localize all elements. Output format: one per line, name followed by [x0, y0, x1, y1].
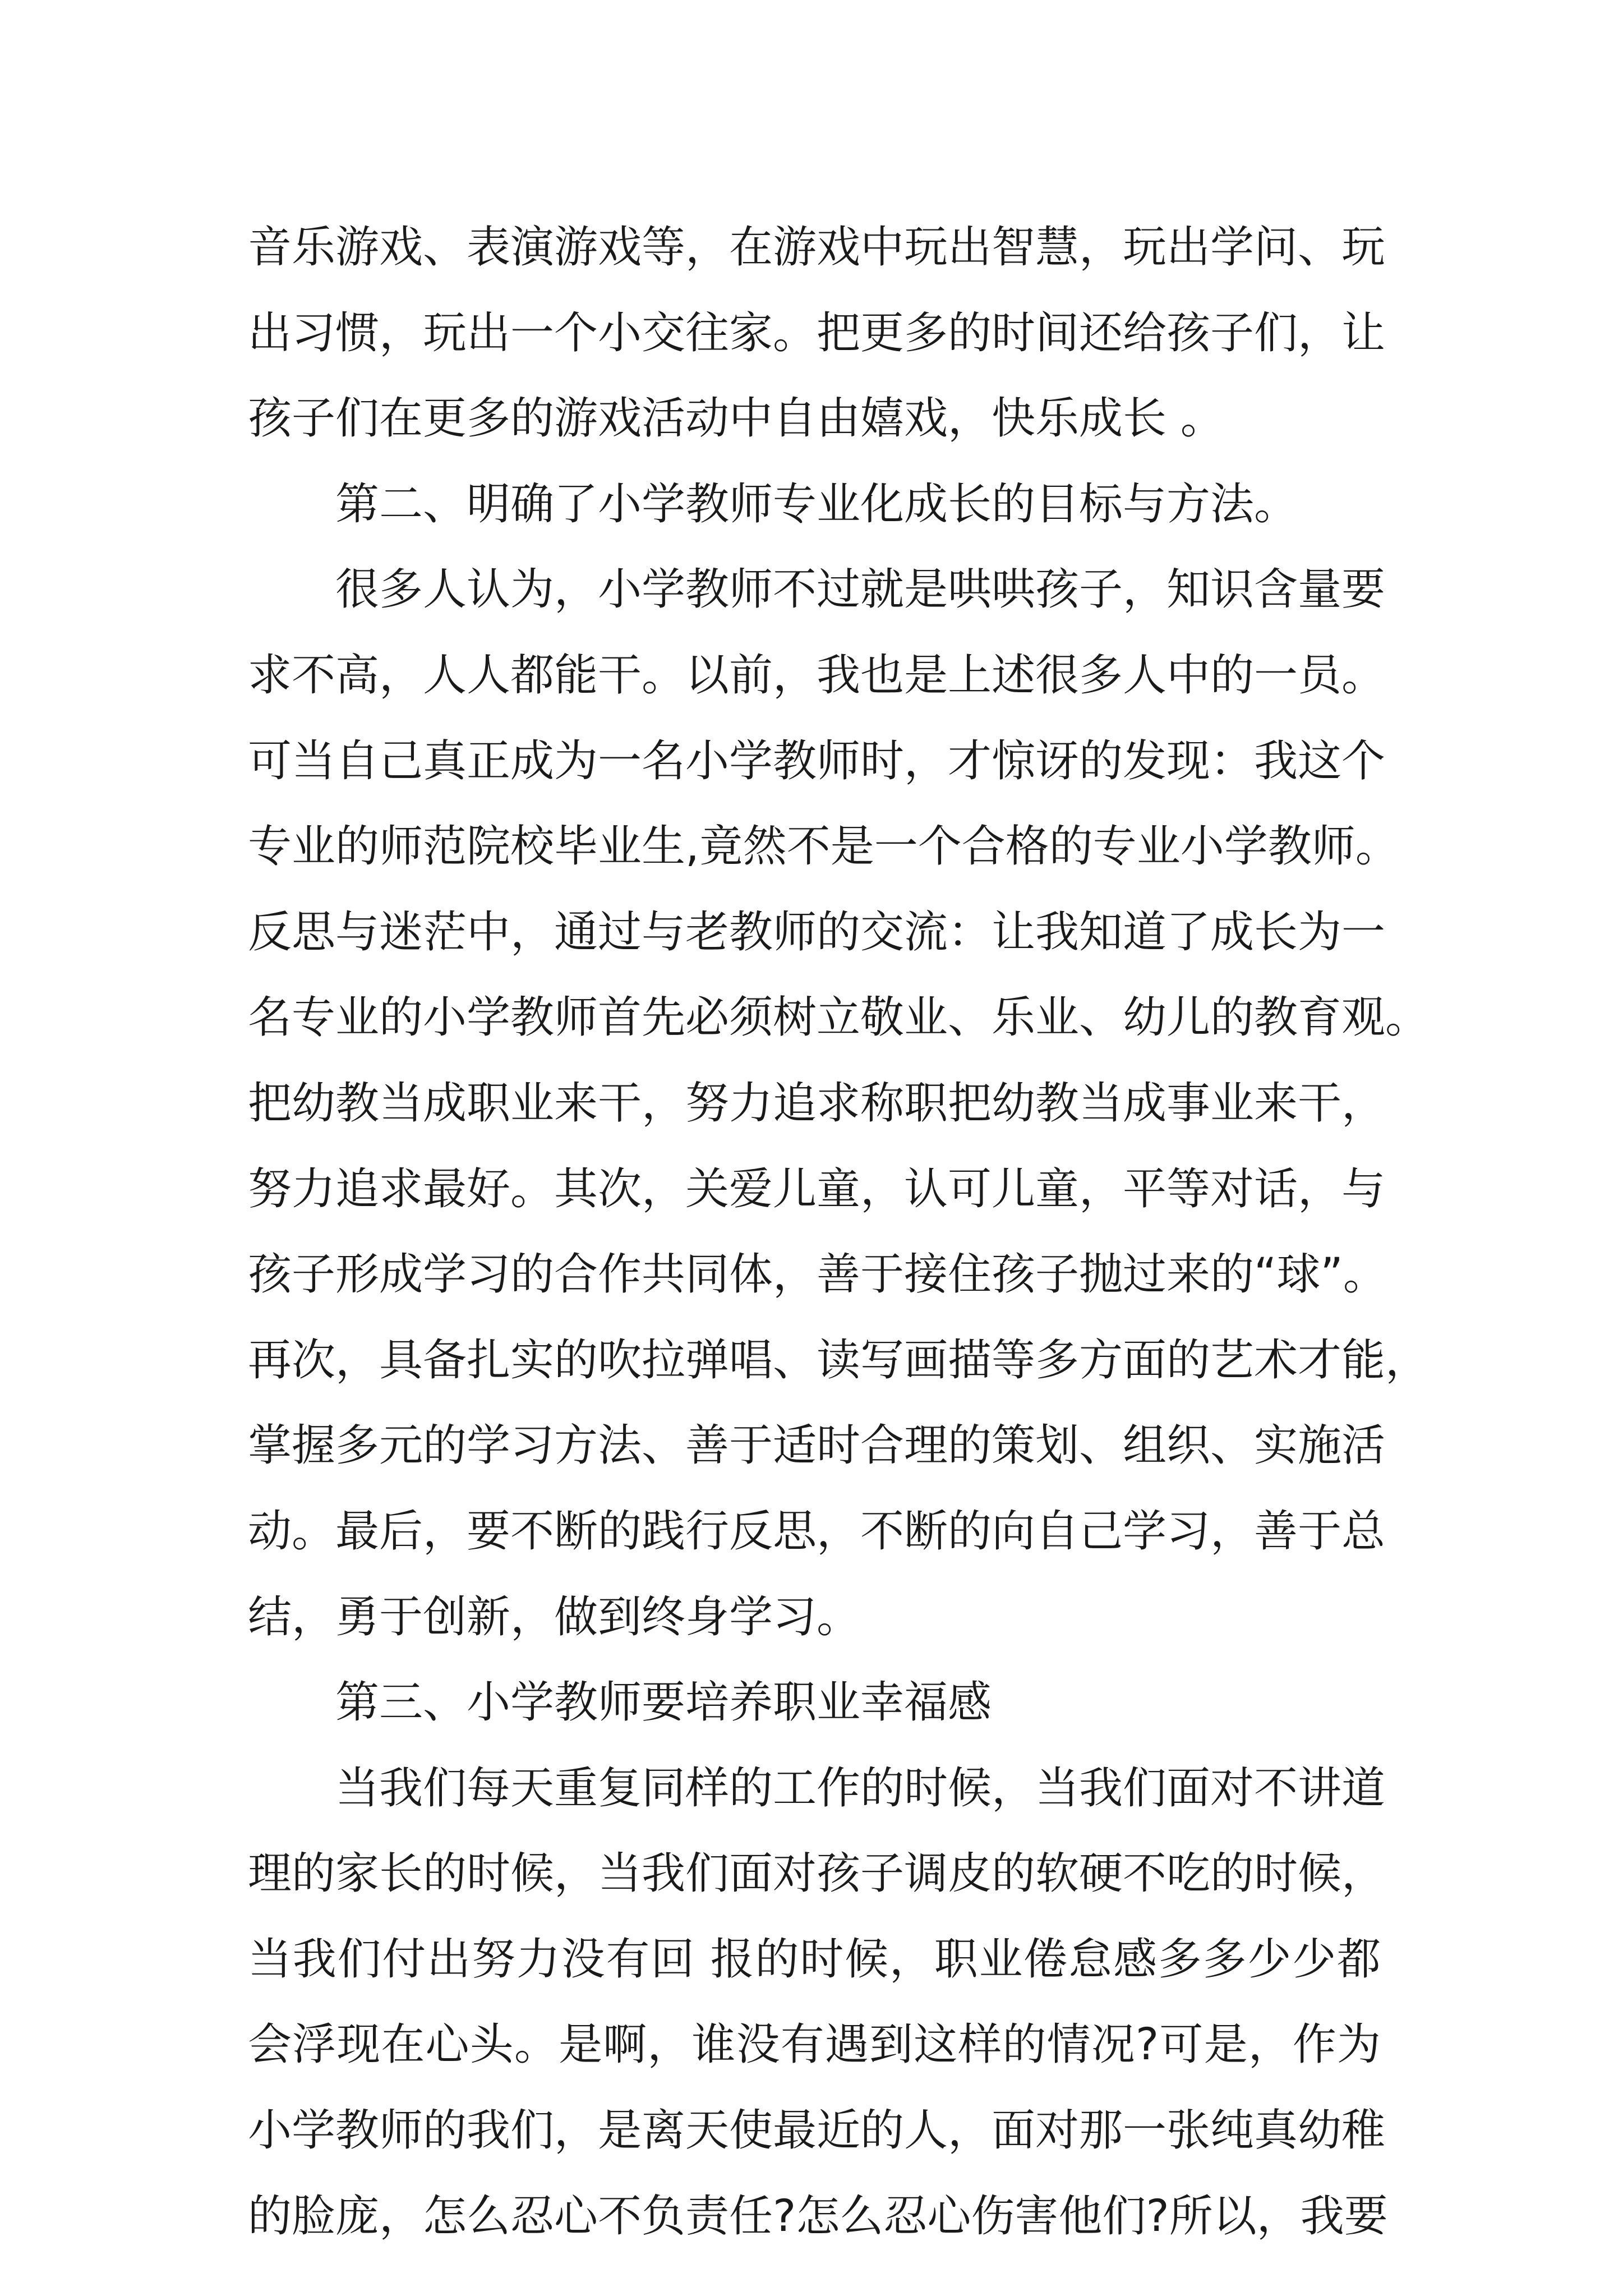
text-line: 掌握多元的学习方法、善于适时合理的策划、组织、实施活 — [248, 1420, 1386, 1471]
text-line: 反思与迷茫中，通过与老教师的交流：让我知道了成长为一 — [248, 907, 1386, 958]
body-text — [248, 205, 1430, 2259]
text-line: 小学教师的我们，是离天使最近的人，面对那一张纯真幼稚 — [248, 2105, 1386, 2156]
text-line: 可当自己真正成为一名小学教师时，才惊讶的发现：我这个 — [248, 735, 1386, 786]
text-line: 孩子形成学习的合作共同体，善于接住孩子抛过来的“球”。 — [248, 1249, 1387, 1300]
text-line: 求不高，人人都能干。以前，我也是上述很多人中的一员。 — [248, 650, 1386, 701]
text-line: 的脸庞，怎么忍心不负责任?怎么忍心伤害他们?所以，我要 — [248, 2191, 1388, 2242]
text-line: 音乐游戏、表演游戏等，在游戏中玩出智慧，玩出学问、玩 — [248, 222, 1386, 273]
text-line: 很多人认为，小学教师不过就是哄哄孩子，知识含量要 — [335, 564, 1386, 615]
text-line: 专业的师范院校毕业生,竟然不是一个合格的专业小学教师。 — [248, 821, 1399, 872]
text-line: 当我们付出努力没有回 报的时候，职业倦怠感多多少少都 — [248, 1934, 1381, 1985]
section-heading: 第三、小学教师要培养职业幸福感 — [335, 1677, 992, 1728]
text-line: 出习惯，玩出一个小交往家。把更多的时间还给孩子们，让 — [248, 307, 1386, 358]
text-line: 孩子们在更多的游戏活动中自由嬉戏，快乐成长 。 — [248, 393, 1224, 444]
text-line: 当我们每天重复同样的工作的时候，当我们面对不讲道 — [335, 1763, 1386, 1814]
text-line: 名专业的小学教师首先必须树立敬业、乐业、幼儿的教育观。 — [248, 992, 1430, 1043]
text-line: 动。最后，要不断的践行反思，不断的向自己学习，善于总 — [248, 1506, 1386, 1557]
section-heading: 第二、明确了小学教师专业化成长的目标与方法。 — [335, 478, 1298, 530]
text-line: 理的家长的时候，当我们面对孩子调皮的软硬不吃的时候， — [248, 1848, 1386, 1899]
text-line: 再次，具备扎实的吹拉弹唱、读写画描等多方面的艺术才能， — [248, 1335, 1430, 1386]
text-line: 把幼教当成职业来干，努力追求称职把幼教当成事业来干， — [248, 1078, 1386, 1129]
text-line: 会浮现在心头。是啊，谁没有遇到这样的情况?可是，作为 — [248, 2019, 1381, 2070]
text-line: 努力追求最好。其次，关爱儿童，认可儿童，平等对话，与 — [248, 1163, 1386, 1214]
text-line: 结，勇于创新，做到终身学习。 — [248, 1591, 861, 1642]
